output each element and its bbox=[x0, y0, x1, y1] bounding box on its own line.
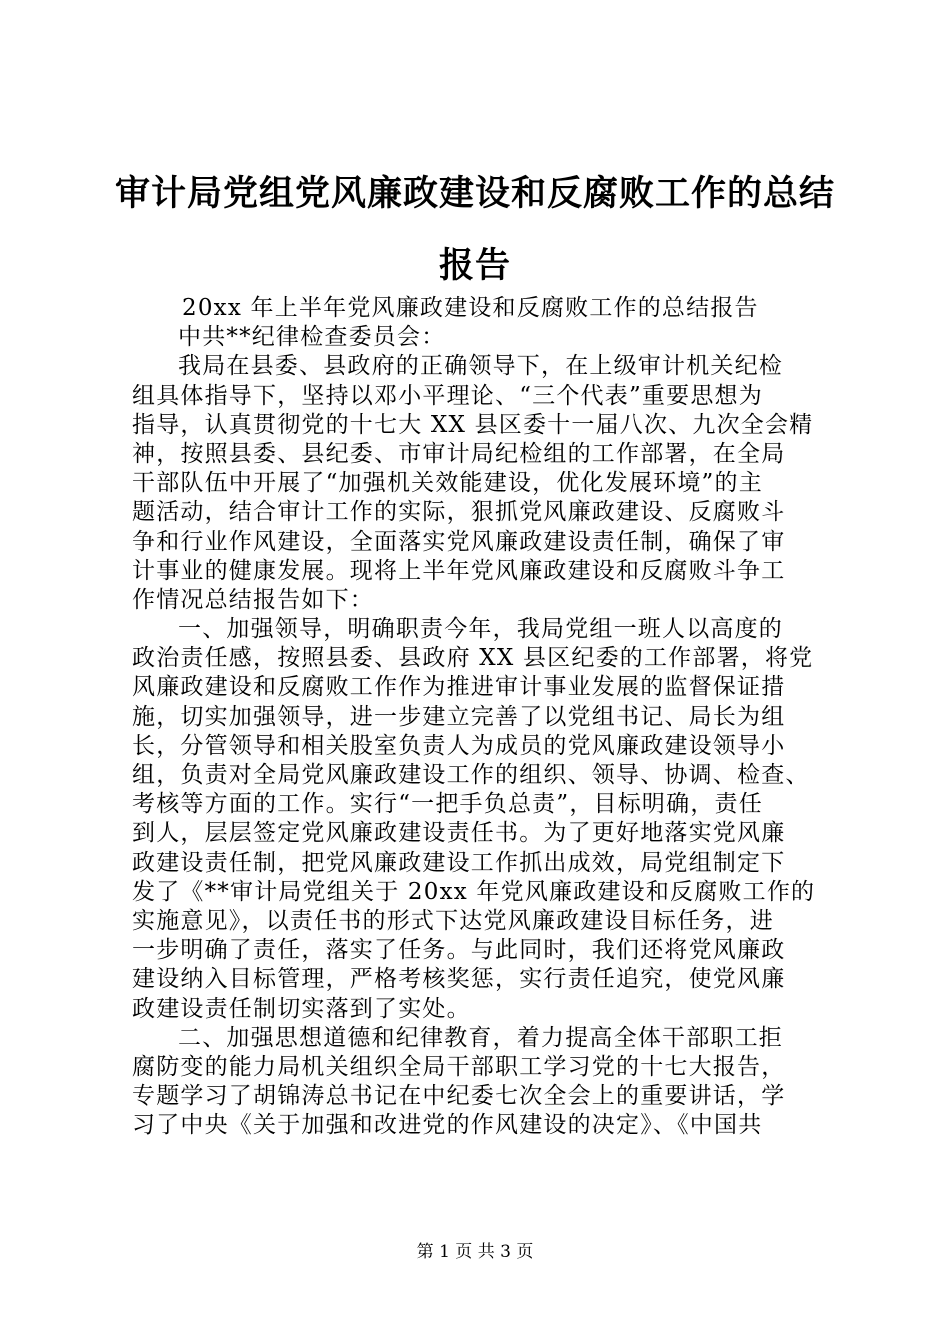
paragraph-line: 干部队伍中开展了“加强机关效能建设，优化发展环境”的主 bbox=[132, 470, 763, 497]
document-body bbox=[132, 294, 852, 1140]
paragraph-line: 二、加强思想道德和纪律教育，着力提高全体干部职工拒 bbox=[178, 1024, 783, 1051]
paragraph-line: 组，负责对全局党风廉政建设工作的组织、领导、协调、检查、 bbox=[132, 762, 810, 788]
title-line-2: 报告 bbox=[438, 245, 511, 286]
paragraph-line: 计事业的健康发展。现将上半年党风廉政建设和反腐败斗争工 bbox=[132, 557, 786, 584]
paragraph-line: 神，按照县委、县纪委、市审计局纪检组的工作部署，在全局 bbox=[132, 440, 786, 467]
paragraph-line: 考核等方面的工作。实行“一把手负总责”，目标明确，责任 bbox=[132, 791, 763, 818]
paragraph-line: 争和行业作风建设，全面落实党风廉政建设责任制，确保了审 bbox=[132, 528, 786, 555]
paragraph-line: 一步明确了责任，落实了任务。与此同时，我们还将党风廉政 bbox=[132, 937, 786, 964]
subtitle-line: 20xx 年上半年党风廉政建设和反腐败工作的总结报告 bbox=[182, 295, 759, 321]
paragraph-line: 政建设责任制切实落到了实处。 bbox=[132, 995, 471, 1022]
paragraph-line: 到人，层层签定党风廉政建设责任书。为了更好地落实党风廉 bbox=[132, 820, 786, 847]
title-line-1: 审计局党组党风廉政建设和反腐败工作的总结 bbox=[114, 173, 835, 214]
paragraph-line: 发了《**审计局党组关于 20xx 年党风廉政建设和反腐败工作的 bbox=[132, 878, 816, 905]
paragraph-line: 政治责任感，按照县委、县政府 XX 县区纪委的工作部署，将党 bbox=[132, 645, 814, 672]
document-title bbox=[110, 158, 840, 302]
paragraph-line: 习了中央《关于加强和改进党的作风建设的决定》、《中国共 bbox=[132, 1112, 763, 1139]
paragraph-line: 一、加强领导，明确职责今年，我局党组一班人以高度的 bbox=[178, 616, 783, 643]
paragraph-line: 腐防变的能力局机关组织全局干部职工学习党的十七大报告， bbox=[132, 1053, 786, 1080]
paragraph-line: 我局在县委、县政府的正确领导下，在上级审计机关纪检 bbox=[178, 353, 783, 380]
paragraph-line: 指导，认真贯彻党的十七大 XX 县区委十一届八次、九次全会精 bbox=[132, 411, 814, 438]
paragraph-line: 政建设责任制，把党风廉政建设工作抓出成效，局党组制定下 bbox=[132, 849, 786, 876]
page-number-footer: 第 1 页 共 3 页 bbox=[416, 1242, 534, 1262]
paragraph-line: 题活动，结合审计工作的实际，狠抓党风廉政建设、反腐败斗 bbox=[132, 499, 786, 526]
paragraph-line: 组具体指导下，坚持以邓小平理论、“三个代表”重要思想为 bbox=[132, 382, 763, 409]
paragraph-line: 建设纳入目标管理，严格考核奖惩，实行责任追究，使党风廉 bbox=[132, 966, 786, 993]
paragraph-line: 专题学习了胡锦涛总书记在中纪委七次全会上的重要讲话，学 bbox=[132, 1083, 786, 1110]
paragraph-line: 实施意见》，以责任书的形式下达党风廉政建设目标任务，进 bbox=[132, 907, 774, 934]
salutation-line: 中共**纪律检查委员会： bbox=[178, 324, 446, 351]
paragraph-line: 作情况总结报告如下： bbox=[132, 586, 374, 613]
paragraph-line: 长，分管领导和相关股室负责人为成员的党风廉政建设领导小 bbox=[132, 732, 786, 759]
paragraph-line: 风廉政建设和反腐败工作作为推进审计事业发展的监督保证措 bbox=[132, 674, 786, 701]
paragraph-line: 施，切实加强领导，进一步建立完善了以党组书记、局长为组 bbox=[132, 703, 786, 730]
